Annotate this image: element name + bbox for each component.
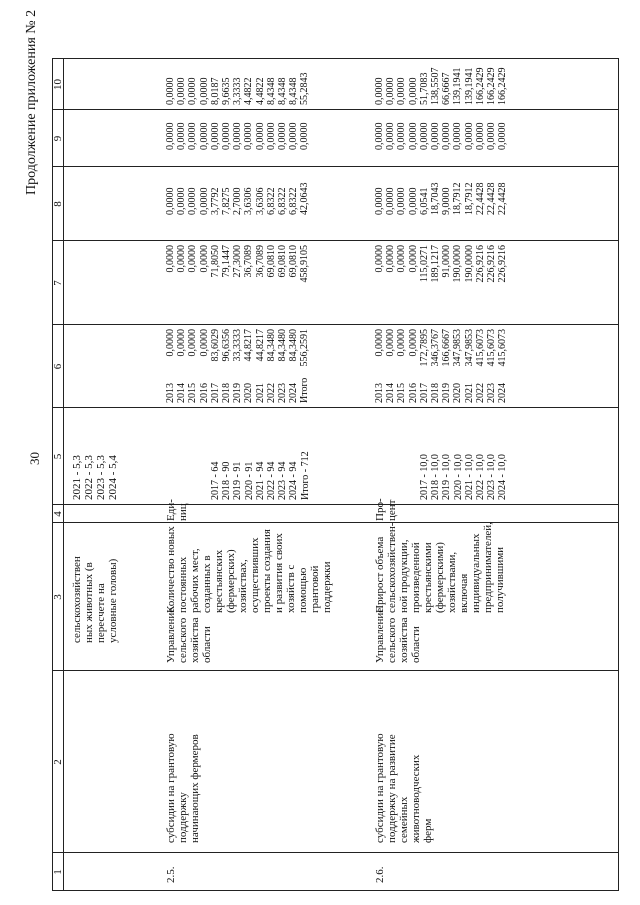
measure-name: субсидии на грантовую поддержку начинающих фермеров [165, 733, 201, 843]
column-6-values: 0,0000 0,0000 0,0000 0,0000 172,7895 346,3767 166,6667 347,9853 347,9853 415,6073 415,6073 415,6073 [374, 329, 509, 367]
row-number: 2.5. [165, 866, 177, 883]
column-9-values: 0,0000 0,0000 0,0000 0,0000 0,0000 0,0000 0,0000 0,0000 0,0000 0,0000 0,0000 0,0000 [374, 122, 509, 150]
years: 2013 2014 2015 2016 2017 2018 2019 2020 2021 2022 2023 2024 [374, 383, 509, 403]
executor: Управление сельского хозяйства области [374, 607, 422, 663]
carryover-targets: 2021 - 5,3 2022 - 5,3 2023 - 5,3 2024 - 5,4 [71, 455, 119, 500]
column-header-3: 3 [52, 594, 64, 600]
column-7-values: 0,0000 0,0000 0,0000 0,0000 115,0271 189,1217 91,0000 190,0000 190,0000 226,9216 226,9216 226,9216 [374, 245, 509, 283]
column-header-8: 8 [52, 201, 64, 207]
carryover-indicator: сельскохозяйствен ных животных (в пересчете на условные головы) [71, 556, 119, 643]
column-10-values: 0,0000 0,0000 0,0000 0,0000 51,7083 138,5507 66,6667 139,1941 139,1941 166,2429 166,2429 166,2429 [374, 67, 509, 105]
executor: Управление сельского хозяйства области [165, 607, 213, 663]
column-header-4: 4 [52, 511, 64, 517]
column-7-values: 0,0000 0,0000 0,0000 0,0000 71,8050 79,1447 27,3000 36,7089 36,7089 69,0810 69,0810 69,0810 458,9105 [165, 245, 311, 283]
years: 2013 2014 2015 2016 2017 2018 2019 2020 2021 2022 2023 2024 Итого [165, 377, 311, 403]
unit: Еди- ниц [165, 499, 189, 521]
column-header-1: 1 [52, 869, 64, 875]
column-header-9: 9 [52, 135, 64, 142]
measure-name: субсидии на грантовую поддержку на развитие семейных животноводческих ферм [374, 733, 434, 843]
row-number: 2.6. [374, 866, 386, 883]
column-header-2: 2 [52, 759, 64, 765]
column-header-7: 7 [52, 280, 64, 286]
column-9-values: 0,0000 0,0000 0,0000 0,0000 0,0000 0,0000 0,0000 0,0000 0,0000 0,0000 0,0000 0,0000 0,0000 [165, 122, 311, 150]
column-header-6: 6 [52, 363, 64, 370]
target-values: 2017 - 64 2018 - 90 2019 - 91 2020 - 91 2021 - 94 2022 - 94 2023 - 94 2024 - 94 Итого - 712 [210, 451, 311, 500]
column-8-values: 0,0000 0,0000 0,0000 0,0000 3,7792 7,8275 2,7000 3,6306 3,6306 6,8322 6,8322 6,8322 42,0643 [165, 182, 311, 215]
continuation-title: Продолжение приложения № 2 [24, 9, 39, 195]
unit: Про- цент [374, 498, 398, 521]
indicator: Прирост объема сельскохозяйствен- ной продукции, произведенной крестьянскими (фермерскими) хозяйствами, включая индивидуальных предпринимателей, получившими [374, 522, 506, 613]
target-values: 2017 - 10,0 2018 - 10,0 2019 - 10,0 2020 - 10,0 2021 - 10,0 2022 - 10,0 2023 - 10,0 2024 - 10,0 [419, 454, 509, 500]
column-header-5: 5 [52, 453, 64, 460]
column-8-values: 0,0000 0,0000 0,0000 0,0000 6,0541 18,7043 9,0000 18,7912 18,7912 22,4428 22,4428 22,4428 [374, 182, 509, 215]
indicator: Количество новых постоянных рабочих мест, созданных в крестьянских (фермерских) хозяйствах, осуществивших проекты создания и развития своих хозяйств с помощью грантовой поддержки [165, 526, 333, 613]
column-header-10: 10 [52, 79, 64, 90]
page-number: 30 [27, 452, 42, 465]
column-10-values: 0,0000 0,0000 0,0000 0,0000 8,0187 9,6635 3,3333 4,4822 4,4822 8,4348 8,4348 8,4348 55,2843 [165, 72, 311, 105]
column-6-values: 0,0000 0,0000 0,0000 0,0000 83,6029 96,6356 33,3333 44,8217 44,8217 84,3480 84,3480 84,3480 556,2591 [165, 329, 311, 367]
